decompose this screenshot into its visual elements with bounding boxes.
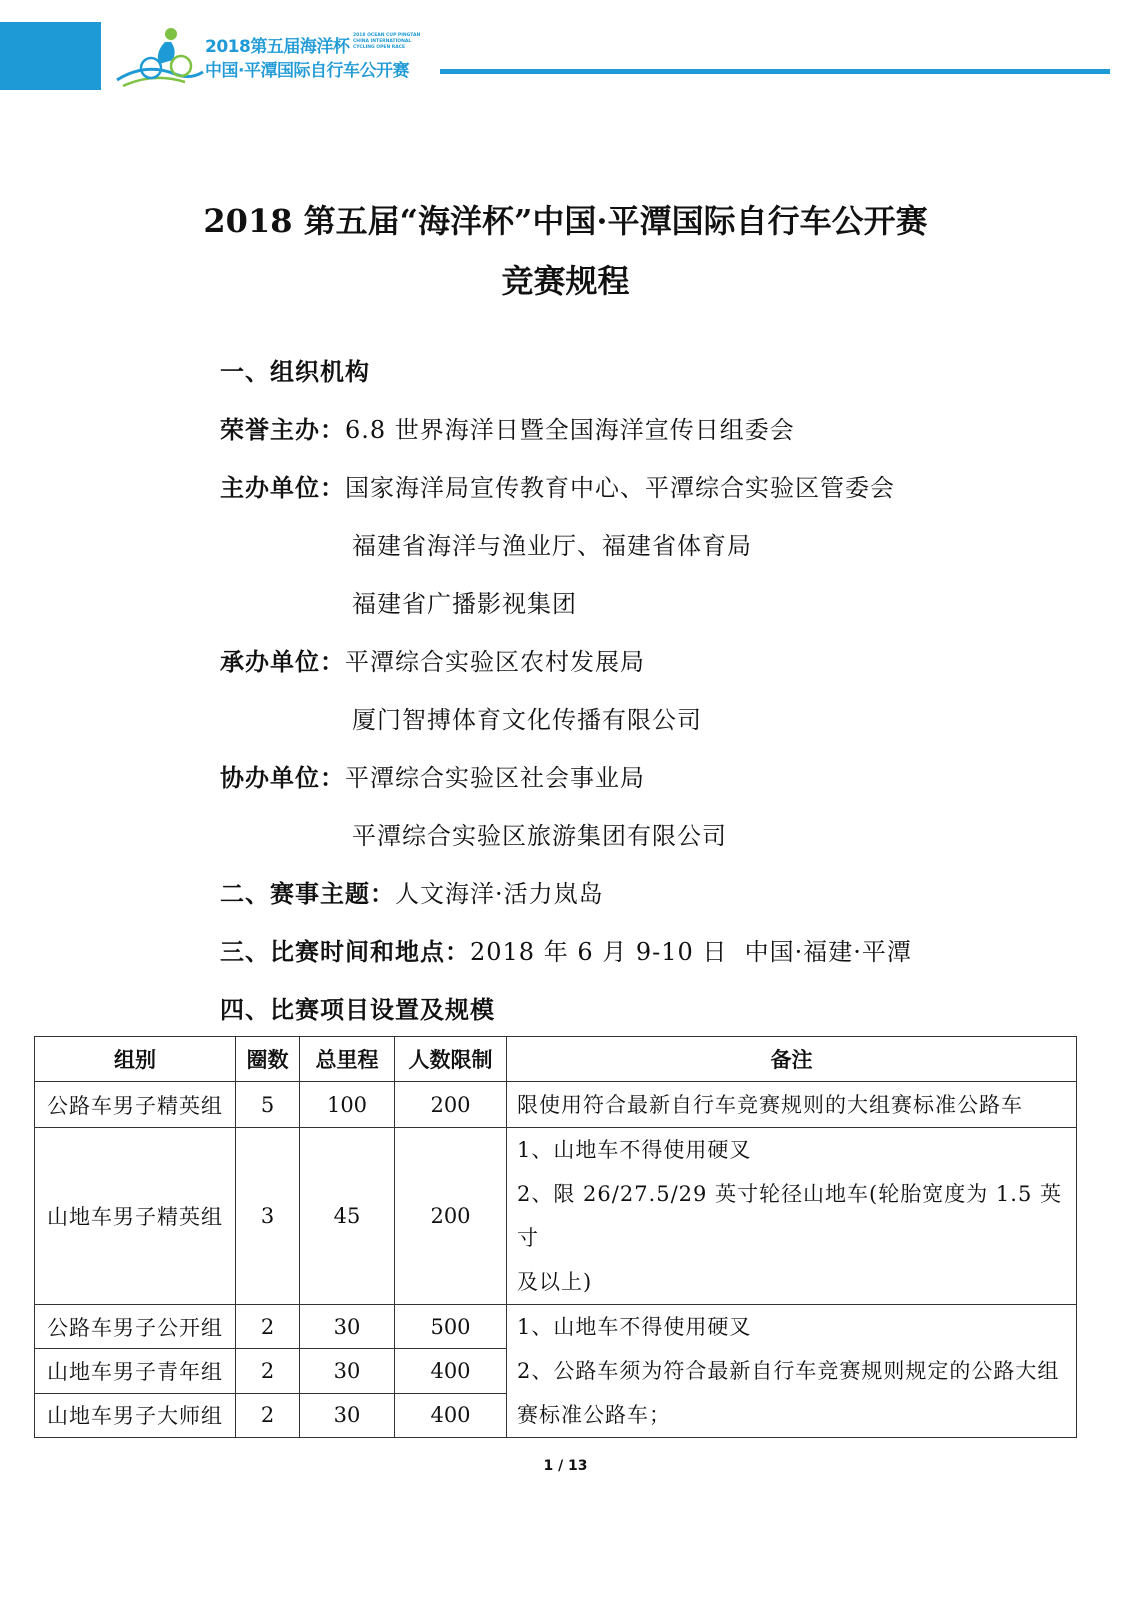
table-row	[35, 1082, 1077, 1128]
cell-note	[507, 1128, 1077, 1305]
co-organizer-label: 协办单位：	[220, 763, 345, 792]
cell-note: 限使用符合最新自行车竞赛规则的大组赛标准公路车	[507, 1082, 1077, 1128]
section-2-value: 人文海洋·活力岚岛	[395, 880, 604, 908]
section-3-value: 2018 年 6 月 9-10 日 中国·福建·平潭	[470, 938, 912, 966]
logo-title-line2: 中国·平潭国际自行车公开赛	[205, 61, 409, 81]
header-laps: 圈数	[236, 1037, 300, 1082]
cell-group: 山地车男子精英组	[35, 1128, 236, 1305]
host-value-1: 国家海洋局宣传教育中心、平潭综合实验区管委会	[345, 474, 895, 502]
cell-limit: 200	[395, 1082, 507, 1128]
section-4-heading: 四、比赛项目设置及规模	[220, 995, 495, 1024]
header-distance: 总里程	[300, 1037, 395, 1082]
cell-limit: 400	[395, 1349, 507, 1393]
honor-row	[220, 410, 795, 445]
cell-group: 公路车男子公开组	[35, 1305, 236, 1349]
cell-laps: 3	[236, 1128, 300, 1305]
table-header-row	[35, 1037, 1077, 1082]
host-value-2: 福建省海洋与渔业厅、福建省体育局	[352, 532, 752, 560]
header-color-block	[0, 22, 101, 90]
cell-laps: 5	[236, 1082, 300, 1128]
header-group: 组别	[35, 1037, 236, 1082]
cell-distance: 45	[300, 1128, 395, 1305]
table-row	[35, 1305, 1077, 1349]
cell-distance: 30	[300, 1305, 395, 1349]
section-1-heading: 一、组织机构	[220, 357, 370, 386]
cell-group: 山地车男子青年组	[35, 1349, 236, 1393]
note-line: 1、山地车不得使用硬叉	[517, 1315, 752, 1339]
co-organizer-value-1: 平潭综合实验区社会事业局	[345, 764, 645, 792]
header-notes: 备注	[507, 1037, 1077, 1082]
cell-group: 公路车男子精英组	[35, 1082, 236, 1128]
cell-group: 山地车男子大师组	[35, 1393, 236, 1437]
logo-english-text: 2018 OCEAN CUP PINGTAN CHINA INTERNATIONAL CYCLING OPEN RACE	[353, 33, 421, 50]
cell-limit: 500	[395, 1305, 507, 1349]
host-row	[220, 468, 895, 503]
honor-value: 6.8 世界海洋日暨全国海洋宣传日组委会	[345, 416, 795, 444]
logo-title-line1: 2018第五届海洋杯	[205, 37, 350, 57]
document-title: 2018 第五届“海洋杯”中国·平潭国际自行车公开赛	[203, 202, 928, 240]
cell-limit: 200	[395, 1128, 507, 1305]
cell-distance: 30	[300, 1349, 395, 1393]
event-logo	[115, 22, 445, 92]
organizer-value-1: 平潭综合实验区农村发展局	[345, 648, 645, 676]
cell-note	[507, 1305, 1077, 1438]
co-organizer-value-2: 平潭综合实验区旅游集团有限公司	[352, 822, 727, 850]
cyclist-logo-icon	[115, 22, 205, 92]
note-line: 1、山地车不得使用硬叉	[517, 1138, 752, 1162]
note-line: 2、公路车须为符合最新自行车竞赛规则规定的公路大组	[517, 1359, 1060, 1383]
document-subtitle: 竞赛规程	[501, 262, 630, 300]
cell-limit: 400	[395, 1393, 507, 1437]
cell-laps: 2	[236, 1349, 300, 1393]
cell-laps: 2	[236, 1393, 300, 1437]
table-row	[35, 1128, 1077, 1305]
honor-label: 荣誉主办：	[220, 415, 345, 444]
host-value-3: 福建省广播影视集团	[352, 590, 577, 618]
cell-laps: 2	[236, 1305, 300, 1349]
events-table	[34, 1036, 1077, 1438]
organizer-label: 承办单位：	[220, 647, 345, 676]
section-3-heading: 三、比赛时间和地点：	[220, 937, 470, 966]
organizer-row	[220, 642, 645, 677]
section-2-heading: 二、赛事主题：	[220, 879, 395, 908]
note-line: 赛标准公路车；	[517, 1403, 671, 1427]
host-label: 主办单位：	[220, 473, 345, 502]
co-organizer-row	[220, 758, 645, 793]
note-line: 及以上)	[517, 1270, 593, 1294]
organizer-value-2: 厦门智搏体育文化传播有限公司	[352, 706, 702, 734]
cell-distance: 100	[300, 1082, 395, 1128]
cell-distance: 30	[300, 1393, 395, 1437]
header-limit: 人数限制	[395, 1037, 507, 1082]
section-3-row	[220, 932, 912, 967]
note-line: 2、限 26/27.5/29 英寸轮径山地车(轮胎宽度为 1.5 英寸	[517, 1182, 1063, 1250]
header-rule	[440, 69, 1110, 74]
page-number: 1 / 13	[543, 1458, 588, 1474]
section-2-row	[220, 874, 604, 909]
